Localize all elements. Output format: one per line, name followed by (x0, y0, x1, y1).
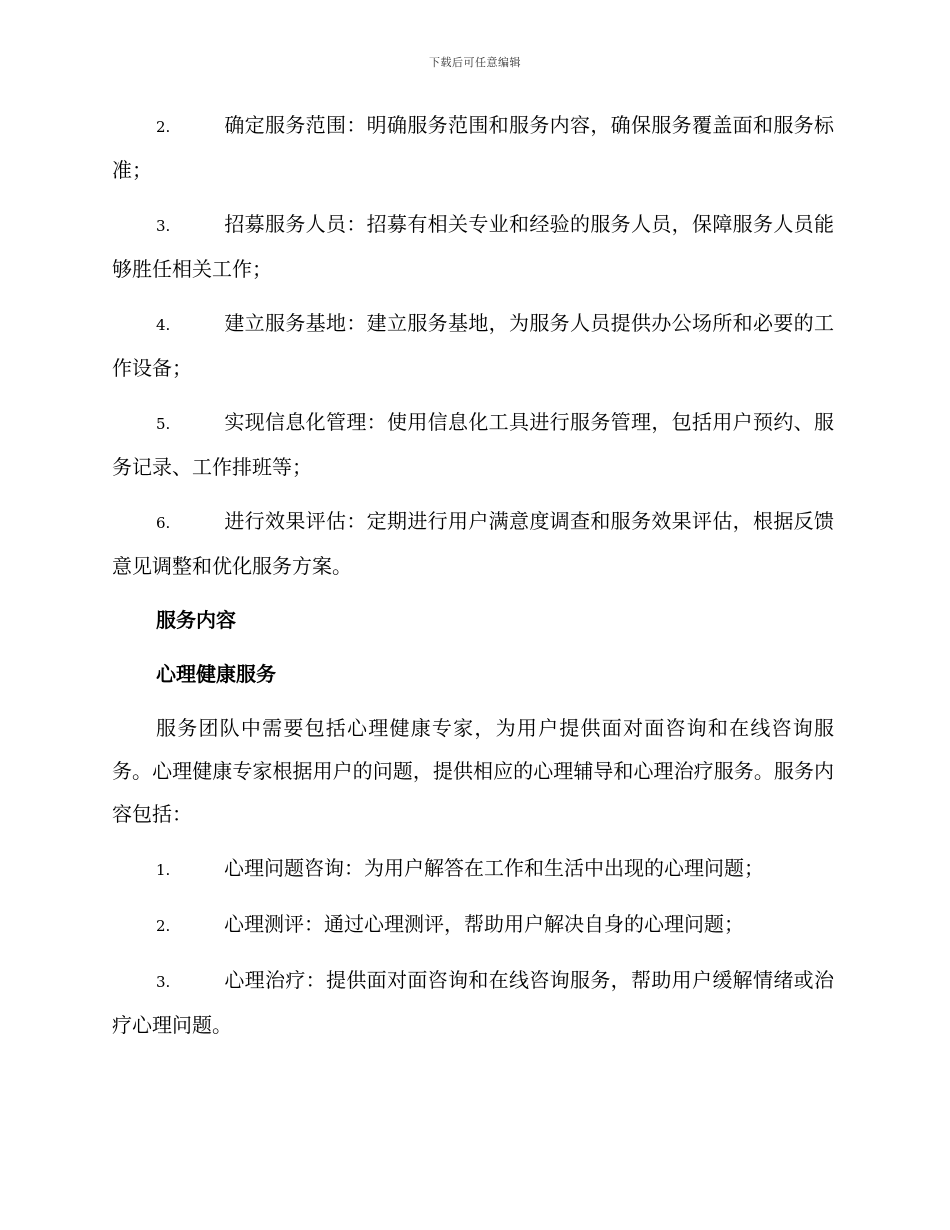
list-item-number: 5. (156, 415, 171, 433)
list-item-number: 2. (156, 118, 171, 136)
document-body (112, 104, 834, 1058)
list-item-text: 心理治疗：提供面对面咨询和在线咨询服务，帮助用户缓解情绪或治疗心理问题。 (112, 968, 834, 1037)
list-item (112, 500, 834, 588)
section-heading-service-content: 服务内容 (156, 608, 236, 632)
list-item (112, 104, 834, 192)
list-item (112, 959, 834, 1047)
list-item-text: 心理问题咨询：为用户解答在工作和生活中出现的心理问题； (224, 856, 764, 880)
list-item-text: 确定服务范围：明确服务范围和服务内容，确保服务覆盖面和服务标准； (112, 113, 834, 182)
list-item-number: 6. (156, 514, 171, 532)
section-heading-mental-health: 心理健康服务 (156, 662, 276, 686)
list-item-number: 1. (156, 861, 171, 879)
intro-paragraph: 服务团队中需要包括心理健康专家，为用户提供面对面咨询和在线咨询服务。心理健康专家根据用户的问题，提供相应的心理辅导和心理治疗服务。服务内容包括： (112, 716, 834, 826)
list-item-number: 2. (156, 917, 171, 935)
list-item-text: 实现信息化管理：使用信息化工具进行服务管理，包括用户预约、服务记录、工作排班等； (112, 410, 834, 479)
list-item-text: 建立服务基地：建立服务基地，为服务人员提供办公场所和必要的工作设备； (112, 311, 834, 380)
list-item-text: 进行效果评估：定期进行用户满意度调查和服务效果评估，根据反馈意见调整和优化服务方案。 (112, 509, 834, 578)
list-item (112, 903, 834, 948)
list-item (112, 302, 834, 390)
list-item-number: 3. (156, 973, 171, 991)
header-note: 下载后可任意编辑 (429, 56, 521, 69)
list-item (112, 203, 834, 291)
list-item-number: 4. (156, 316, 171, 334)
list-item-text: 招募服务人员：招募有相关专业和经验的服务人员，保障服务人员能够胜任相关工作； (112, 212, 834, 281)
list-item-text: 心理测评：通过心理测评，帮助用户解决自身的心理问题； (224, 912, 744, 936)
list-item-number: 3. (156, 217, 171, 235)
list-item (112, 401, 834, 489)
list-item (112, 847, 834, 892)
